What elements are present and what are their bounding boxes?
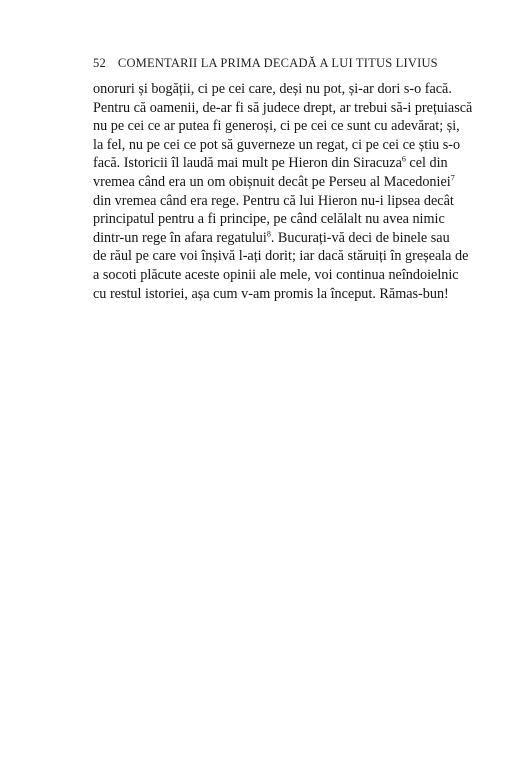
footnote-marker-7: 7	[450, 173, 455, 183]
text-line-9-tail: . Bucurați-vă deci de binele sau	[270, 229, 450, 246]
running-header	[93, 56, 438, 71]
page-number: 52	[93, 56, 106, 70]
text-line-5-main: facă. Istoricii îl laudă mai mult pe Hieron din Siracuza	[93, 155, 402, 172]
text-line-7: din vremea când era rege. Pentru că lui Hieron nu-i lipsea decât	[93, 192, 454, 209]
text-line-6	[93, 173, 455, 192]
text-line-10: de răul pe care voi înșivă l-ați dorit; iar dacă stăruiți în greșeala de	[93, 248, 469, 265]
text-line-1: onoruri și bogății, ci pe cei care, deși nu pot, și-ar dori s-o facă.	[93, 81, 452, 97]
text-line-2: Pentru că oamenii, de-ar fi să judece drept, ar trebui să-i prețuiască	[93, 99, 473, 116]
text-line-4: la fel, nu pe cei ce pot să guverneze un regat, ci pe cei ce știu s-o	[93, 136, 461, 153]
text-line-9	[93, 229, 450, 248]
text-line-5	[93, 154, 448, 173]
text-line-3: nu pe cei ce ar putea fi generoși, ci pe cei ce sunt cu adevărat; și,	[93, 118, 460, 135]
text-line-6-main: vremea când era un om obișnuit decât pe Perseu al Macedoniei	[93, 173, 451, 190]
text-line-12: cu restul istoriei, așa cum v-am promis la început. Rămas-bun!	[93, 285, 449, 302]
running-title: COMENTARII LA PRIMA DECADĂ A LUI TITUS LIVIUS	[117, 56, 438, 70]
body-paragraph	[93, 80, 473, 303]
footnote-marker-6: 6	[401, 154, 406, 164]
text-line-9-main: dintr-un rege în afara regatului	[93, 229, 267, 246]
text-line-8: principatul pentru a fi principe, pe când celălalt nu avea nimic	[93, 211, 445, 228]
text-line-5-tail: cel din	[405, 155, 448, 172]
footnote-marker-8: 8	[266, 229, 271, 239]
text-line-11: a socoti plăcute aceste opinii ale mele, voi continua neîndoielnic	[93, 266, 459, 283]
